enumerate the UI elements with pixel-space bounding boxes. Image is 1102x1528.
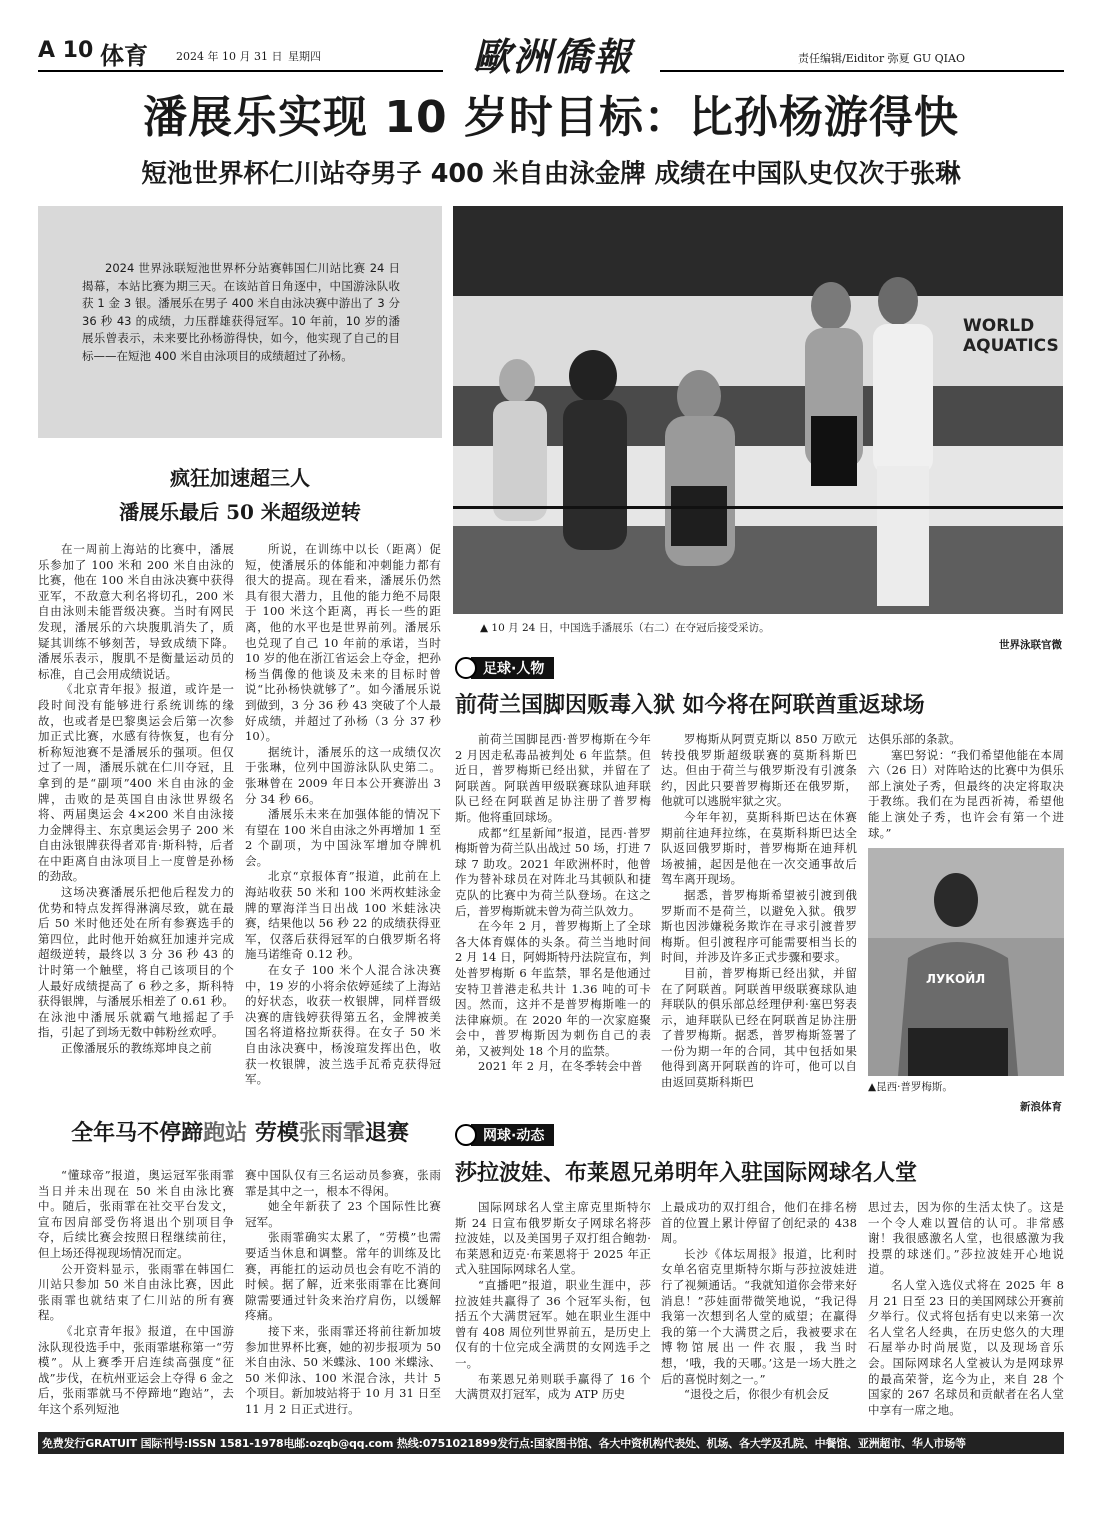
paragraph: “退役之后，你很少有机会反 bbox=[684, 1387, 830, 1402]
football-section-tag bbox=[455, 657, 554, 679]
page-number: A 10 bbox=[38, 38, 94, 63]
footer-bar bbox=[38, 1432, 1064, 1454]
tennis-col-3 bbox=[868, 1200, 1064, 1418]
paragraph: 前荷兰国脚昆西·普罗梅斯在今年 2 月因走私毒品被判处 6 年监禁。但近日，普罗梅斯已经出狱，并留在了阿联酋。阿联酋甲级联赛球队迪拜联队已经在阿联酋足协注册了普罗梅斯。他将重回球场。 bbox=[455, 732, 651, 824]
swimming-photo-art bbox=[453, 206, 1063, 614]
issue-date: 2024 年 10 月 31 日 bbox=[176, 50, 283, 63]
lead-subheadline: 短池世界杯仁川站夺男子 400 米自由泳金牌 成绩在中国队史仅次于张琳 bbox=[141, 159, 961, 189]
promes-photo-credit: 新浪体育 bbox=[1020, 1101, 1062, 1113]
paragraph: 《北京青年报》报道，在中国游泳队现役选手中，张雨霏堪称第一“劳模”。从上赛季开启连续高强度“征战”步伐，在杭州亚运会上夺得 6 金之后，张雨霏就马不停蹄地“跑站”，去年这个系列短池 bbox=[38, 1323, 234, 1416]
paragraph: 潘展乐未来在加强体能的情况下有望在 100 米自由泳之外再增加 1 至 2 个副项，为中国泳军增加夺牌机会。 bbox=[245, 807, 441, 868]
promes-photo-caption: ▲昆西·普罗梅斯。 bbox=[868, 1081, 953, 1093]
paragraph: “直播吧”报道，职业生涯中，莎拉波娃共赢得了 36 个冠军头衔，包括五个大满贯冠军。她在职业生涯中曾有 408 周位列世界前五，是历史上仅有的十位完成全满贯的女网选手之一。 bbox=[455, 1277, 651, 1370]
zhang-headline-part: 全年马不停蹄 bbox=[71, 1121, 204, 1146]
lead-subhead-1: 疯狂加速超三人 bbox=[170, 466, 310, 490]
lead-subhead-2: 潘展乐最后 50 米超级逆转 bbox=[119, 500, 361, 524]
zhang-headline-part: 劳模 bbox=[247, 1121, 299, 1146]
page-header bbox=[38, 30, 1064, 78]
paragraph: 达俱乐部的条款。 bbox=[868, 732, 961, 746]
paragraph: 接下来，张雨霏还将前往新加坡参加世界杯比赛，她的初步报项为 50 米自由泳、50 米蝶泳、100 米蝶泳、50 米仰泳、100 米混合泳，共计 5 个项目。新加坡站将于 10 月 31 日至 11 月 2 日正式进行。 bbox=[245, 1323, 441, 1416]
paragraph: 在女子 100 米个人混合泳决赛中，19 岁的小将余依婷延续了上海站的好状态，收获一枚银牌，同样晋级决赛的唐钱婷获得第五名，金牌被美国名将道格拉斯获得。在女子 50 米自由泳决赛中，杨浚瑄发挥出色，收获一枚银牌，波兰选手瓦希克获得冠军。 bbox=[245, 963, 441, 1087]
tennis-section-label: 网球·动态 bbox=[471, 1124, 554, 1146]
paragraph: 赛中国队仅有三名运动员参赛，张雨霏是其中之一，根本不得闲。 bbox=[245, 1168, 441, 1198]
zhang-headline-part: 跑站 bbox=[203, 1121, 248, 1146]
paragraph: 北京“京报体育”报道，此前在上海站收获 50 米和 100 米两枚蛙泳金牌的覃海洋当日出战 100 米蛙泳决赛，结果他以 56 秒 22 的成绩获得亚军，仅落后获得冠军的白俄罗斯名将施马诺维奇 0.12 秒。 bbox=[245, 869, 441, 962]
header-rule-left bbox=[38, 70, 443, 72]
promes-photo-art bbox=[868, 848, 1064, 1076]
editor-credit: 责任编辑/Eiditor 弥夏 GU QIAO bbox=[798, 52, 965, 65]
paragraph: 成都“红星新闻”报道，昆西·普罗梅斯曾为荷兰队出战过 50 场，打进 7 球 7 助攻。2021 年欧洲杯时，他曾作为替补球员在对阵北马其顿队和捷克队的比赛中为荷兰队登场。在这之后，普罗梅斯就未曾为荷兰队效力。 bbox=[455, 825, 651, 918]
swimming-photo-credit: 世界泳联官微 bbox=[999, 639, 1062, 651]
football-col-2 bbox=[661, 732, 857, 1091]
lead-headline: 潘展乐实现 10 岁时目标：比孙杨游得快 bbox=[143, 92, 959, 143]
paragraph: 《北京青年报》报道，或许是一段时间没有能够进行系统训练的缘故，也或者是巴黎奥运会后第一次参加正式比赛，水感有待恢复，也有分析称短池赛不是潘展乐的强项。但仅过了一周，潘展乐就在仁川夺冠，且拿到的是“副项”400 米自由泳的金牌，击败的是英国自由泳世界级名将、两届奥运会 4×200 米自由泳接力金牌得主、东京奥运会男子 200 米自由泳银牌获得者邓肯·斯科特，后者在中距离自由泳项目上一度曾是孙杨的劲敌。 bbox=[38, 682, 234, 884]
issue-weekday: 星期四 bbox=[288, 50, 321, 63]
zhang-headline-part: 退赛 bbox=[364, 1121, 409, 1146]
swimming-photo bbox=[453, 206, 1063, 614]
tennis-col-1 bbox=[455, 1200, 651, 1403]
jersey-sponsor-text: ЛУКОЙЛ bbox=[926, 972, 986, 986]
world-aquatics-banner: WORLD AQUATICS bbox=[963, 316, 1059, 356]
section-dot-icon bbox=[455, 1124, 477, 1146]
tennis-section-tag bbox=[455, 1124, 554, 1146]
paragraph: 布莱恩兄弟则联手赢得了 16 个大满贯双打冠军，成为 ATP 历史 bbox=[455, 1371, 651, 1402]
promes-photo bbox=[868, 848, 1064, 1076]
paragraph: 正像潘展乐的教练郑坤良之前 bbox=[61, 1041, 212, 1055]
footer-text: 免费发行GRATUIT 国际刊号:ISSN 1581-1978电邮:ozqb@qq.com 热线:0751021899发行点:国家图书馆、各大中资机构代表处、机场、各大学及孔院、中餐馆、亚洲超市、华人市场等 bbox=[42, 1437, 966, 1450]
football-headline: 前荷兰国脚因贩毒入狱 如今将在阿联酋重返球场 bbox=[455, 693, 925, 718]
paragraph: 据悉，普罗梅斯希望被引渡到俄罗斯而不是荷兰，以避免入狱。俄罗斯也因涉嫌税务欺诈在寻求引渡普罗梅斯。但引渡程序可能需要相当长的时间，并涉及许多正式步骤和要求。 bbox=[661, 887, 857, 965]
paragraph: 公开资料显示，张雨霏在韩国仁川站只参加 50 米自由泳比赛，因此张雨霏也就结束了仁川站的所有赛程。 bbox=[38, 1261, 234, 1323]
paragraph: 塞巴努说：“我们希望他能在本周六（26 日）对阵哈达的比赛中为俱乐部上演处子秀，但最终的决定将取决于教练。我们在为昆西祈祷，希望他能上演处子秀，也许会有第一个进球。” bbox=[868, 747, 1064, 840]
tennis-headline: 莎拉波娃、布莱恩兄弟明年入驻国际网球名人堂 bbox=[455, 1161, 918, 1186]
section-name: 体育 bbox=[100, 41, 148, 70]
tennis-col-2 bbox=[661, 1200, 857, 1403]
lead-body-col-2 bbox=[245, 542, 441, 1088]
football-col-3 bbox=[868, 732, 1064, 841]
paragraph: 她全年新获了 23 个国际性比赛冠军。 bbox=[245, 1199, 441, 1229]
paragraph: 名人堂入选仪式将在 2025 年 8 月 21 日至 23 日的美国网球公开赛前夕举行。仪式将包括有史以来第一次名人堂名人经典，在历史悠久的大理石屋举办时尚展览，以及现场音乐会。国际网球名人堂被认为是网球界的最高荣誉，迄今为止，来自 28 个国家的 267 名球员和贡献者在名人堂中享有一席之地。 bbox=[868, 1277, 1064, 1417]
paragraph: 所说，在训练中以长（距离）促短，使潘展乐的体能和冲刺能力都有很大的提高。现在看来，潘展乐仍然具有很大潜力，且他的能力绝不局限于 100 米这个距离，再长一些的距离，他的水平也是世界前列。潘展乐也兑现了自己 10 年前的承诺，当时 10 岁的他在浙江省运会上夺金，把孙杨当偶像的他谈及未来的目标时曾说“比孙杨快就够了”。如今潘展乐说到做到，3 分 36 秒 43 突破了个人最好成绩，并超过了孙杨（3 分 37 秒 10）。 bbox=[245, 542, 441, 744]
zhang-col-1 bbox=[38, 1168, 234, 1418]
paragraph: 今年年初，莫斯科斯巴达在休赛期前往迪拜拉练，在莫斯科斯巴达全队返回俄罗斯时，普罗梅斯在迪拜机场被捕，起因是他在一次交通事故后驾车离开现场。 bbox=[661, 809, 857, 887]
swimming-photo-caption: ▲ 10 月 24 日，中国选手潘展乐（右二）在夺冠后接受采访。 bbox=[480, 622, 770, 634]
paragraph: 在今年 2 月，普罗梅斯上了全球各大体育媒体的头条。荷兰当地时间 2 月 14 日，阿姆斯特丹法院宣布，判处普罗梅斯 6 年监禁，罪名是他通过安特卫普港走私共计 1.36 吨的可卡因。然而，这并不是普罗梅斯唯一的法律麻烦。在 2020 年的一次家庭聚会中，普罗梅斯因为刺伤自己的表弟，又被判处 18 个月的监禁。 bbox=[455, 919, 651, 1058]
masthead-logo: 歐洲僑報 bbox=[472, 34, 633, 79]
lead-body-col-1 bbox=[38, 542, 234, 1057]
paragraph: 张雨霏确实太累了，“劳模”也需要适当休息和调整。常年的训练及比赛，再能扛的运动员也会有吃不消的时候。据了解，近来张雨霏在比赛间隙需要通过针灸来治疗肩伤，以缓解疼痛。 bbox=[245, 1230, 441, 1323]
zhang-headline bbox=[38, 1116, 442, 1147]
paragraph: 目前，普罗梅斯已经出狱，并留在了阿联酋。阿联酋甲级联赛球队迪拜联队的俱乐部总经理伊利·塞巴努表示，迪拜联队已经在阿联酋足协注册了普罗梅斯。据悉，普罗梅斯签署了一份为期一年的合同，其中包括如果他得到离开阿联酋的许可，他可以自由返回莫斯科斯巴 bbox=[661, 965, 857, 1090]
paragraph: 在一周前上海站的比赛中，潘展乐参加了 100 米和 200 米自由泳的比赛，他在 100 米自由泳决赛中获得亚军，不敌意大利名将切孔，200 米自由泳则未能晋级决赛。当时有网民发现，潘展乐的六块腹肌消失了，质疑其训练不够刻苦，导致成绩下降。潘展乐表示，腹肌不是衡量运动员的标准，自己会用成绩说话。 bbox=[38, 542, 234, 681]
paragraph: 长沙《体坛周报》报道，比利时女单名宿克里斯特尔斯与莎拉波娃进行了视频通话。“我就知道你会带来好消息！”莎娃面带微笑地说，“我记得我第一次想到名人堂的威望；在赢得我的第一个大满贯之后，我被要求在博物馆展出一件衣服，我当时想，‘哦，我的天哪。’这是一场大胜之后的喜悦时刻之一。” bbox=[661, 1246, 857, 1386]
paragraph: 这场决赛潘展乐把他后程发力的优势和特点发挥得淋漓尽致，就在最后 50 米时他还处在所有参赛选手的第四位，此时他开始疯狂加速并完成超级逆转，最终以 3 分 36 秒 43 的计时第一个触壁，将自己该项目的个人最好成绩提高了 6 秒之多，斯科特获得银牌，与潘展乐相差了 0.61 秒。在泳池中潘展乐就霸气地摇起了手指，引起了到场无数中韩粉丝欢呼。 bbox=[38, 885, 234, 1040]
paragraph: 国际网球名人堂主席克里斯特尔斯 24 日宣布俄罗斯女子网球名将莎拉波娃，以及美国男子双打组合鲍勃·布莱恩和迈克·布莱恩将于 2025 年正式入驻国际网球名人堂。 bbox=[455, 1200, 651, 1277]
paragraph: 上最成功的双打组合，他们在排名榜首的位置上累计停留了创纪录的 438 周。 bbox=[661, 1200, 857, 1246]
paragraph: 思过去，因为你的生活太快了。这是一个令人难以置信的认可。非常感谢！我很感激名人堂，也很感激为我投票的球迷们。”莎拉波娃开心地说道。 bbox=[868, 1200, 1064, 1277]
paragraph: 据统计，潘展乐的这一成绩仅次于张琳，位列中国游泳队队史第二。张琳曾在 2009 年日本公开赛游出 3 分 34 秒 66。 bbox=[245, 744, 441, 806]
football-section-label: 足球·人物 bbox=[471, 657, 554, 679]
lead-summary-box bbox=[38, 206, 442, 438]
zhang-headline-part: 张雨霏 bbox=[298, 1121, 365, 1146]
zhang-col-2 bbox=[245, 1168, 441, 1418]
football-col-1 bbox=[455, 732, 651, 1075]
paragraph: “懂球帝”报道，奥运冠军张雨霏当日并未出现在 50 米自由泳比赛中。随后，张雨霏在社交平台发文，宣布因肩部受伤将退出个别项目争夺，后续比赛会按照日程继续前往，但上场还得视现场情况而定。 bbox=[38, 1168, 234, 1260]
lead-summary: 2024 世界泳联短池世界杯分站赛韩国仁川站比赛 24 日揭幕，本站比赛为期三天。在该站首日角逐中，中国游泳队收获 1 金 3 银。潘展乐在男子 400 米自由泳决赛中游出了 3 分 36 秒 43 的成绩，力压群雄获得冠军。10 年前，10 岁的潘展乐曾表示，未来要比孙杨游得快，如今，他实现了自己的目标——在短池 400 米自由泳项目的成绩超过了孙杨。 bbox=[82, 261, 400, 363]
paragraph: 罗梅斯从阿贾克斯以 850 万欧元转投俄罗斯超级联赛的莫斯科斯巴达。但由于荷兰与俄罗斯没有引渡条约，因此只要普罗梅斯还在俄罗斯，他就可以逃脱牢狱之灾。 bbox=[661, 732, 857, 809]
section-dot-icon bbox=[455, 657, 477, 679]
header-rule-right bbox=[660, 70, 1064, 72]
paragraph: 2021 年 2 月，在冬季转会中普 bbox=[478, 1059, 643, 1074]
